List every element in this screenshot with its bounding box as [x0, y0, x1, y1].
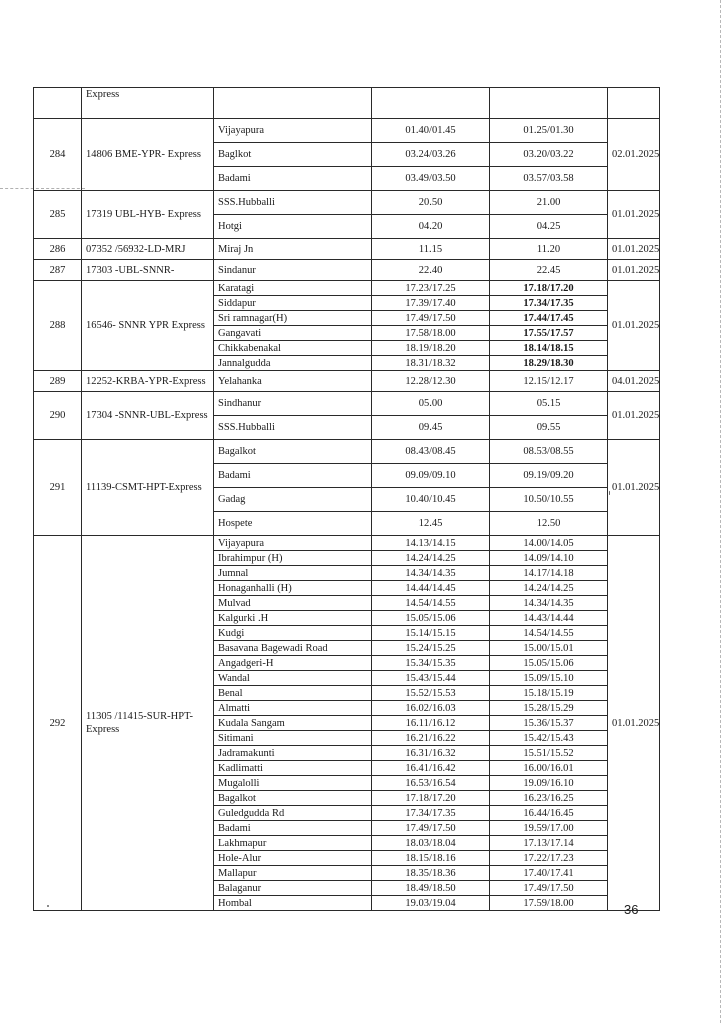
scan-speck	[47, 905, 49, 907]
arrival-time-cell: 17.49/17.50	[372, 821, 490, 836]
station-cell: Baglkot	[214, 143, 372, 167]
serial-number-cell: 291	[34, 440, 82, 536]
arrival-time-cell: 17.39/17.40	[372, 296, 490, 311]
arrival-time-cell: 16.53/16.54	[372, 776, 490, 791]
arrival-time-cell: 15.43/15.44	[372, 671, 490, 686]
departure-time-cell: 18.14/18.15	[490, 341, 608, 356]
serial-number-cell: 286	[34, 239, 82, 260]
station-cell: Sindanur	[214, 260, 372, 281]
departure-time-cell: 17.59/18.00	[490, 896, 608, 911]
station-cell: Hole-Alur	[214, 851, 372, 866]
station-cell: Angadgeri-H	[214, 656, 372, 671]
effective-date-cell	[608, 88, 660, 119]
departure-time-cell: 17.34/17.35	[490, 296, 608, 311]
departure-time-cell: 14.17/14.18	[490, 566, 608, 581]
train-name-cell: 14806 BME-YPR- Express	[82, 119, 214, 191]
arrival-time-cell: 14.54/14.55	[372, 596, 490, 611]
arrival-time-cell: 15.52/15.53	[372, 686, 490, 701]
arrival-time-cell: 14.24/14.25	[372, 551, 490, 566]
table-row	[34, 440, 660, 464]
departure-time-cell: 16.00/16.01	[490, 761, 608, 776]
arrival-time-cell: 14.13/14.15	[372, 536, 490, 551]
departure-time-cell: 17.44/17.45	[490, 311, 608, 326]
arrival-time-cell: 18.31/18.32	[372, 356, 490, 371]
departure-time-cell: 01.25/01.30	[490, 119, 608, 143]
arrival-time-cell: 03.49/03.50	[372, 167, 490, 191]
effective-date-cell: 02.01.2025	[608, 119, 660, 191]
departure-time-cell: 19.09/16.10	[490, 776, 608, 791]
effective-date-cell: 01.01.2025	[608, 260, 660, 281]
station-cell: Jannalgudda	[214, 356, 372, 371]
departure-time-cell: 14.00/14.05	[490, 536, 608, 551]
station-cell: Wandal	[214, 671, 372, 686]
arrival-time-cell: 10.40/10.45	[372, 488, 490, 512]
serial-number-cell: 284	[34, 119, 82, 191]
arrival-time-cell	[372, 88, 490, 119]
departure-time-cell: 05.15	[490, 392, 608, 416]
station-cell: SSS.Hubballi	[214, 416, 372, 440]
effective-date-cell: 01.01.2025	[608, 536, 660, 911]
station-cell: Bagalkot	[214, 440, 372, 464]
serial-number-cell: 290	[34, 392, 82, 440]
station-cell: Mallapur	[214, 866, 372, 881]
arrival-time-cell: 12.45	[372, 512, 490, 536]
departure-time-cell: 21.00	[490, 191, 608, 215]
arrival-time-cell: 11.15	[372, 239, 490, 260]
arrival-time-cell: 18.19/18.20	[372, 341, 490, 356]
table-row	[34, 392, 660, 416]
departure-time-cell: 14.54/14.55	[490, 626, 608, 641]
departure-time-cell: 15.42/15.43	[490, 731, 608, 746]
serial-number-cell: 289	[34, 371, 82, 392]
arrival-time-cell: 08.43/08.45	[372, 440, 490, 464]
departure-time-cell: 14.34/14.35	[490, 596, 608, 611]
station-cell: Yelahanka	[214, 371, 372, 392]
arrival-time-cell: 14.44/14.45	[372, 581, 490, 596]
station-cell: Jadramakunti	[214, 746, 372, 761]
table-row	[34, 260, 660, 281]
departure-time-cell: 15.00/15.01	[490, 641, 608, 656]
arrival-time-cell: 12.28/12.30	[372, 371, 490, 392]
arrival-time-cell: 16.31/16.32	[372, 746, 490, 761]
station-cell: Kudgi	[214, 626, 372, 641]
departure-time-cell: 03.57/03.58	[490, 167, 608, 191]
effective-date-cell: 01.01.2025	[608, 191, 660, 239]
train-name-cell: 16546- SNNR YPR Express	[82, 281, 214, 371]
arrival-time-cell: 16.11/16.12	[372, 716, 490, 731]
station-cell: Hospete	[214, 512, 372, 536]
departure-time-cell: 15.36/15.37	[490, 716, 608, 731]
station-cell: Hombal	[214, 896, 372, 911]
station-cell: Honaganhalli (H)	[214, 581, 372, 596]
arrival-time-cell: 05.00	[372, 392, 490, 416]
arrival-time-cell: 09.45	[372, 416, 490, 440]
departure-time-cell: 16.44/16.45	[490, 806, 608, 821]
station-cell: Badami	[214, 464, 372, 488]
serial-number-cell: 288	[34, 281, 82, 371]
station-cell: Kalgurki .H	[214, 611, 372, 626]
departure-time-cell: 09.19/09.20	[490, 464, 608, 488]
departure-time-cell: 15.28/15.29	[490, 701, 608, 716]
arrival-time-cell: 22.40	[372, 260, 490, 281]
station-cell: Badami	[214, 167, 372, 191]
departure-time-cell: 14.43/14.44	[490, 611, 608, 626]
train-name-cell: 11305 /11415-SUR-HPT-Express	[82, 536, 214, 911]
train-name-cell: 17303 -UBL-SNNR-	[82, 260, 214, 281]
departure-time-cell: 16.23/16.25	[490, 791, 608, 806]
serial-number-cell: 287	[34, 260, 82, 281]
departure-time-cell: 17.18/17.20	[490, 281, 608, 296]
departure-time-cell: 12.15/12.17	[490, 371, 608, 392]
station-cell: Benal	[214, 686, 372, 701]
departure-time-cell: 15.05/15.06	[490, 656, 608, 671]
table-row	[34, 119, 660, 143]
station-cell	[214, 88, 372, 119]
arrival-time-cell: 15.14/15.15	[372, 626, 490, 641]
departure-time-cell: 15.51/15.52	[490, 746, 608, 761]
train-name-cell: 17319 UBL-HYB- Express	[82, 191, 214, 239]
station-cell: Almatti	[214, 701, 372, 716]
station-cell: Vijayapura	[214, 536, 372, 551]
departure-time-cell: 04.25	[490, 215, 608, 239]
departure-time-cell: 14.24/14.25	[490, 581, 608, 596]
departure-time-cell: 22.45	[490, 260, 608, 281]
arrival-time-cell: 15.05/15.06	[372, 611, 490, 626]
effective-date-cell: 04.01.2025	[608, 371, 660, 392]
scan-edge-line	[720, 0, 721, 1023]
arrival-time-cell: 16.02/16.03	[372, 701, 490, 716]
train-schedule-table	[33, 87, 660, 911]
serial-number-cell: 292	[34, 536, 82, 911]
departure-time-cell: 14.09/14.10	[490, 551, 608, 566]
arrival-time-cell: 09.09/09.10	[372, 464, 490, 488]
arrival-time-cell: 15.24/15.25	[372, 641, 490, 656]
station-cell: Sri ramnagar(H)	[214, 311, 372, 326]
departure-time-cell: 15.18/15.19	[490, 686, 608, 701]
arrival-time-cell: 16.41/16.42	[372, 761, 490, 776]
departure-time-cell: 15.09/15.10	[490, 671, 608, 686]
arrival-time-cell: 20.50	[372, 191, 490, 215]
arrival-time-cell: 18.15/18.16	[372, 851, 490, 866]
effective-date-cell: 01.01.2025	[608, 392, 660, 440]
train-name-cell: 11139-CSMT-HPT-Express	[82, 440, 214, 536]
effective-date-cell: 01.01.2025	[608, 281, 660, 371]
table-row	[34, 88, 660, 119]
departure-time-cell: 17.40/17.41	[490, 866, 608, 881]
station-cell: Siddapur	[214, 296, 372, 311]
departure-time-cell: 03.20/03.22	[490, 143, 608, 167]
station-cell: Gangavati	[214, 326, 372, 341]
station-cell: Karatagi	[214, 281, 372, 296]
station-cell: Badami	[214, 821, 372, 836]
departure-time-cell: 18.29/18.30	[490, 356, 608, 371]
station-cell: Sindhanur	[214, 392, 372, 416]
departure-time-cell: 17.55/17.57	[490, 326, 608, 341]
effective-date-cell: 01.01.2025	[608, 440, 660, 536]
table-row	[34, 239, 660, 260]
station-cell: Mugalolli	[214, 776, 372, 791]
arrival-time-cell: 18.03/18.04	[372, 836, 490, 851]
page-number: 36	[624, 902, 639, 917]
effective-date-cell: 01.01.2025	[608, 239, 660, 260]
station-cell: Ibrahimpur (H)	[214, 551, 372, 566]
arrival-time-cell: 18.49/18.50	[372, 881, 490, 896]
arrival-time-cell: 19.03/19.04	[372, 896, 490, 911]
station-cell: Sitimani	[214, 731, 372, 746]
arrival-time-cell: 17.23/17.25	[372, 281, 490, 296]
station-cell: Kadlimatti	[214, 761, 372, 776]
station-cell: Balaganur	[214, 881, 372, 896]
arrival-time-cell: 15.34/15.35	[372, 656, 490, 671]
station-cell: Guledgudda Rd	[214, 806, 372, 821]
departure-time-cell: 17.13/17.14	[490, 836, 608, 851]
arrival-time-cell: 14.34/14.35	[372, 566, 490, 581]
station-cell: Miraj Jn	[214, 239, 372, 260]
serial-number-cell	[34, 88, 82, 119]
train-name-cell: 17304 -SNNR-UBL-Express	[82, 392, 214, 440]
departure-time-cell: 09.55	[490, 416, 608, 440]
departure-time-cell: 19.59/17.00	[490, 821, 608, 836]
table-row	[34, 191, 660, 215]
departure-time-cell: 12.50	[490, 512, 608, 536]
station-cell: Bagalkot	[214, 791, 372, 806]
scan-speck	[609, 491, 610, 495]
arrival-time-cell: 16.21/16.22	[372, 731, 490, 746]
arrival-time-cell: 04.20	[372, 215, 490, 239]
table-row	[34, 281, 660, 296]
table-row	[34, 371, 660, 392]
station-cell: Chikkabenakal	[214, 341, 372, 356]
station-cell: Jumnal	[214, 566, 372, 581]
station-cell: Kudala Sangam	[214, 716, 372, 731]
arrival-time-cell: 17.34/17.35	[372, 806, 490, 821]
arrival-time-cell: 03.24/03.26	[372, 143, 490, 167]
station-cell: SSS.Hubballi	[214, 191, 372, 215]
station-cell: Hotgi	[214, 215, 372, 239]
departure-time-cell: 08.53/08.55	[490, 440, 608, 464]
arrival-time-cell: 18.35/18.36	[372, 866, 490, 881]
train-name-cell: 12252-KRBA-YPR-Express	[82, 371, 214, 392]
departure-time-cell: 10.50/10.55	[490, 488, 608, 512]
arrival-time-cell: 17.58/18.00	[372, 326, 490, 341]
station-cell: Gadag	[214, 488, 372, 512]
serial-number-cell: 285	[34, 191, 82, 239]
train-name-cell: 07352 /56932-LD-MRJ	[82, 239, 214, 260]
departure-time-cell: 17.49/17.50	[490, 881, 608, 896]
arrival-time-cell: 17.18/17.20	[372, 791, 490, 806]
station-cell: Lakhmapur	[214, 836, 372, 851]
station-cell: Mulvad	[214, 596, 372, 611]
train-name-cell: Express	[82, 88, 214, 119]
station-cell: Basavana Bagewadi Road	[214, 641, 372, 656]
departure-time-cell: 17.22/17.23	[490, 851, 608, 866]
arrival-time-cell: 17.49/17.50	[372, 311, 490, 326]
table-row	[34, 536, 660, 551]
arrival-time-cell: 01.40/01.45	[372, 119, 490, 143]
departure-time-cell	[490, 88, 608, 119]
station-cell: Vijayapura	[214, 119, 372, 143]
departure-time-cell: 11.20	[490, 239, 608, 260]
